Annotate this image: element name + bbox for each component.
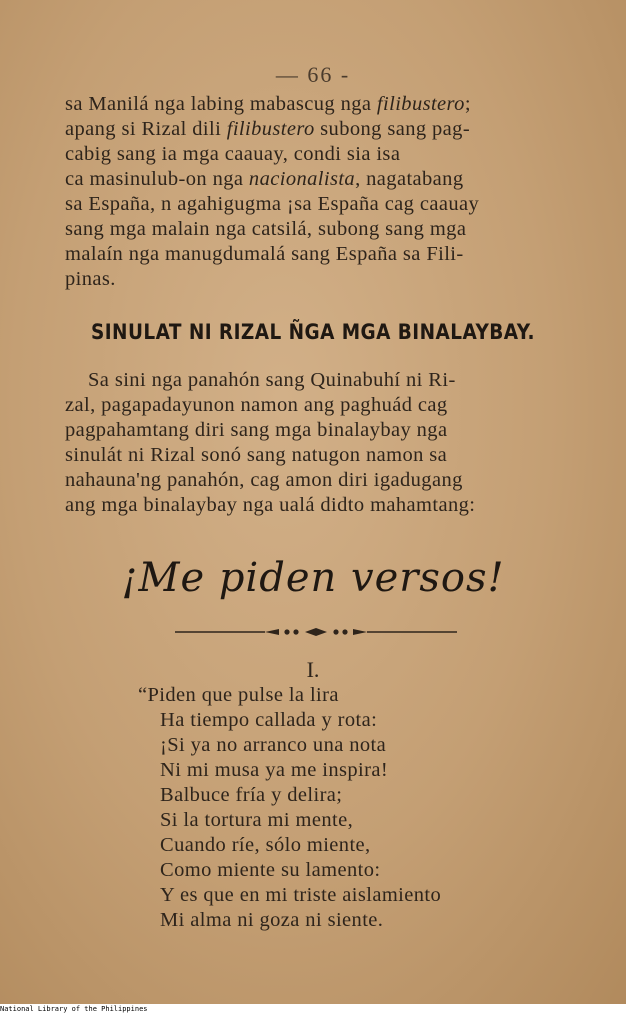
text-run: malaín nga manugdumalá sang España sa Fili-	[65, 243, 464, 265]
text-line: pagpahamtang diri sang mga binalaybay nga	[65, 419, 448, 441]
text-run: cabig sang ia mga caauay, condi sia isa	[65, 143, 401, 165]
text-line	[65, 142, 562, 166]
text-run: sang mga malain nga catsilá, subong sang mga	[65, 218, 467, 240]
text-line	[65, 192, 562, 216]
section-heading: SINULAT NI RIZAL ÑGA MGA BINALAYBAY.	[90, 320, 536, 344]
text-run: sa España, n agahigugma ¡sa España cag caauay	[65, 193, 480, 215]
text-run: ;	[464, 93, 471, 115]
italic-term: filibustero	[376, 93, 465, 115]
ornamental-divider	[175, 625, 457, 639]
poem-title: ¡Me piden versos!	[121, 555, 505, 601]
verse-line: ¡Si ya no arranco una nota	[160, 734, 387, 756]
verse-line: Como miente su lamento:	[160, 859, 381, 881]
text-run: subong sang pag-	[314, 118, 471, 140]
library-credit: National Library of the Philippines	[0, 1005, 626, 1013]
text-run: sa Manilá nga labing mabascug nga	[65, 93, 377, 115]
verse-line: Si la tortura mi mente,	[160, 809, 354, 831]
text-line	[65, 217, 562, 241]
text-run: ca masinulub-on nga	[65, 168, 249, 190]
text-line: nahauna'ng panahón, cag amon diri igadugang	[65, 469, 463, 491]
italic-term: filibustero	[226, 118, 315, 140]
verse-line: Balbuce fría y delira;	[160, 784, 343, 806]
text-line: Sa sini nga panahón sang Quinabuhí ni Ri-	[88, 369, 456, 391]
text-run: apang si Rizal dili	[65, 118, 227, 140]
text-line: ang mga binalaybay nga ualá didto mahamtang:	[65, 494, 476, 516]
text-line	[65, 92, 562, 116]
text-run: , nagatabang	[355, 168, 464, 190]
text-run: pinas.	[65, 268, 116, 290]
stanza-numeral: I.	[306, 657, 320, 682]
verse-line: Y es que en mi triste aislamiento	[160, 884, 442, 906]
verse-line: Cuando ríe, sólo miente,	[160, 834, 371, 856]
verse-line: Ni mi musa ya me inspira!	[160, 759, 389, 781]
text-line	[65, 167, 562, 191]
italic-term: nacionalista	[248, 168, 356, 190]
page-number: — 66 -	[275, 62, 351, 87]
verse-line: “Piden que pulse la lira	[138, 684, 339, 706]
text-line: sinulát ni Rizal sonó sang natugon namon sa	[65, 444, 448, 466]
text-line	[65, 242, 562, 266]
text-line: zal, pagapadayunon namon ang paghuád cag	[65, 394, 448, 416]
verse-line: Ha tiempo callada y rota:	[160, 709, 378, 731]
verse-line: Mi alma ni goza ni siente.	[160, 909, 384, 931]
text-line	[65, 267, 562, 291]
text-line	[65, 117, 562, 141]
